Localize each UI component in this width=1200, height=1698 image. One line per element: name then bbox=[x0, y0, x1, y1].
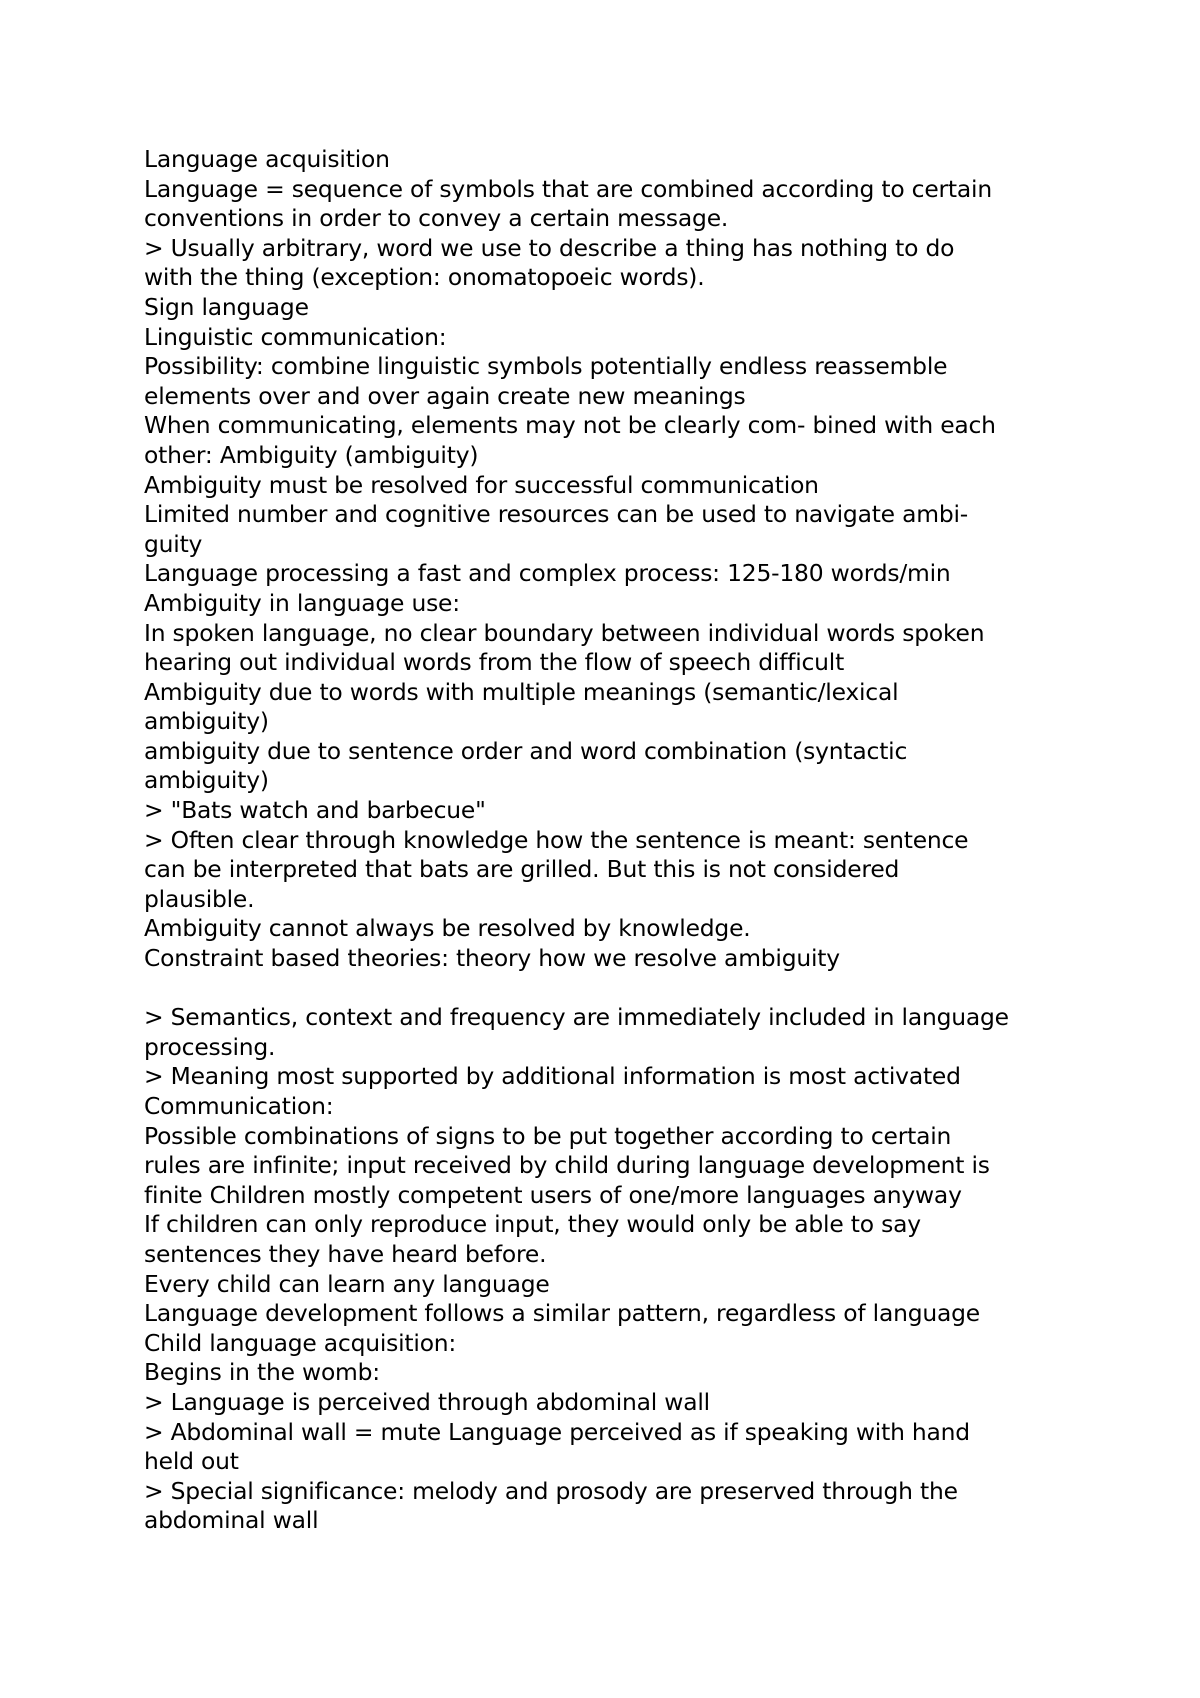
text-line: > Special significance: melody and prosody are preserved through the bbox=[144, 1476, 958, 1505]
text-line: finite Children mostly competent users of one/more languages anyway bbox=[144, 1180, 962, 1209]
text-line: ambiguity) bbox=[144, 707, 269, 736]
text-line: Sign language bbox=[144, 292, 309, 321]
text-line: Ambiguity due to words with multiple meanings (semantic/lexical bbox=[144, 677, 899, 706]
text-line: ambiguity due to sentence order and word combination (syntactic bbox=[144, 736, 908, 765]
text-line: Communication: bbox=[144, 1092, 334, 1120]
text-line: other: Ambiguity (ambiguity) bbox=[144, 440, 479, 469]
text-line: rules are infinite; input received by child during language development is bbox=[144, 1151, 990, 1180]
text-line: Possible combinations of signs to be put together according to certain bbox=[144, 1121, 952, 1150]
text-line: Constraint based theories: theory how we resolve ambiguity bbox=[144, 944, 840, 973]
text-line: > Semantics, context and frequency are immediately included in language bbox=[144, 1003, 1009, 1032]
text-line: can be interpreted that bats are grilled. But this is not considered bbox=[144, 855, 900, 884]
text-line: abdominal wall bbox=[144, 1506, 319, 1535]
text-line: If children can only reproduce input, they would only be able to say bbox=[144, 1210, 921, 1239]
text-line: plausible. bbox=[144, 884, 255, 913]
text-line: > Often clear through knowledge how the sentence is meant: sentence bbox=[144, 825, 969, 854]
text-line: > "Bats watch and barbecue" bbox=[144, 796, 486, 825]
text-line: > Meaning most supported by additional information is most activated bbox=[144, 1062, 961, 1091]
text-line: Child language acquisition: bbox=[144, 1328, 457, 1357]
text-line: processing. bbox=[144, 1032, 276, 1061]
text-line: When communicating, elements may not be clearly com- bined with each bbox=[144, 411, 996, 440]
text-line: Begins in the womb: bbox=[144, 1358, 380, 1387]
text-line: with the thing (exception: onomatopoeic words). bbox=[144, 263, 705, 292]
text-line: hearing out individual words from the flow of speech difficult bbox=[144, 648, 845, 677]
text-line: Language processing a fast and complex process: 125-180 words/min bbox=[144, 559, 951, 588]
text-line: elements over and over again create new meanings bbox=[144, 381, 746, 410]
text-line: guity bbox=[144, 529, 203, 558]
text-line: conventions in order to convey a certain message. bbox=[144, 204, 729, 233]
text-line: sentences they have heard before. bbox=[144, 1239, 547, 1268]
text-line: Linguistic communication: bbox=[144, 322, 447, 351]
text-line: Language acquisition bbox=[144, 145, 390, 173]
text-line: Limited number and cognitive resources can be used to navigate ambi- bbox=[144, 500, 969, 529]
text-line: Ambiguity must be resolved for successful communication bbox=[144, 470, 819, 499]
text-line: Every child can learn any language bbox=[144, 1269, 550, 1298]
text-line: ambiguity) bbox=[144, 766, 269, 795]
text-line: > Abdominal wall = mute Language perceived as if speaking with hand bbox=[144, 1417, 970, 1446]
text-line: > Usually arbitrary, word we use to describe a thing has nothing to do bbox=[144, 233, 955, 262]
text-line: Language development follows a similar pattern, regardless of language bbox=[144, 1299, 980, 1328]
text-line: Ambiguity cannot always be resolved by knowledge. bbox=[144, 914, 751, 943]
text-line: Language = sequence of symbols that are combined according to certain bbox=[144, 174, 992, 203]
text-line: In spoken language, no clear boundary between individual words spoken bbox=[144, 618, 985, 647]
text-line: held out bbox=[144, 1447, 239, 1476]
text-line: > Language is perceived through abdominal wall bbox=[144, 1387, 710, 1416]
text-line: Possibility: combine linguistic symbols potentially endless reassemble bbox=[144, 352, 948, 381]
blank-line bbox=[144, 974, 1064, 1004]
text-line: Ambiguity in language use: bbox=[144, 588, 460, 617]
document-text bbox=[144, 145, 1064, 1536]
